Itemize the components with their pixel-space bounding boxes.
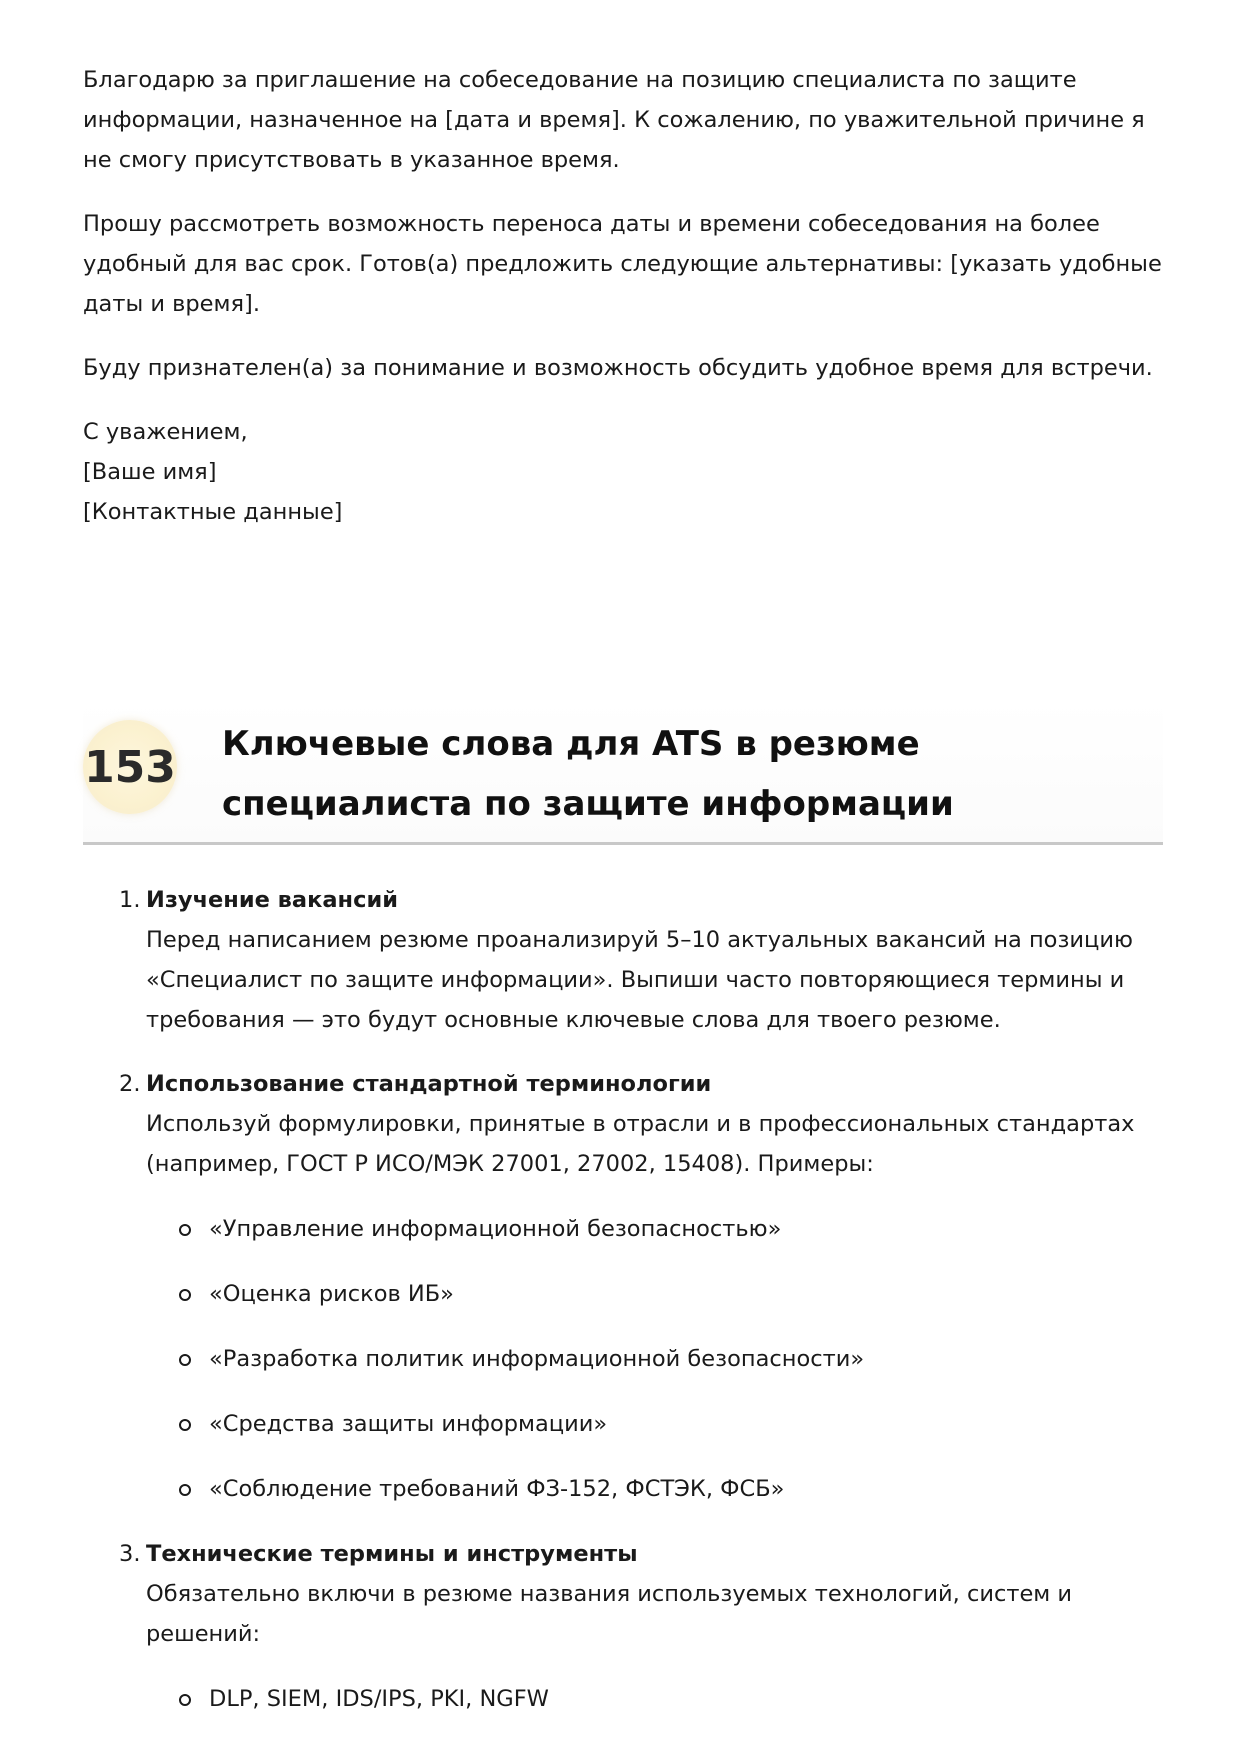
- sub-list-item-text: «Средства защиты информации»: [209, 1411, 608, 1437]
- signature-block: [83, 412, 1163, 532]
- sub-list-item: [146, 1274, 1183, 1314]
- sub-list-item: [146, 1339, 1183, 1379]
- circle-bullet-icon: [179, 1354, 191, 1366]
- list-item-title: Использование стандартной терминологии: [146, 1071, 712, 1097]
- sub-list-item: [146, 1209, 1183, 1249]
- signature-name: [Ваше имя]: [83, 459, 217, 485]
- list-item-text: Обязательно включи в резюме названия используемых технологий, систем и решений:: [146, 1581, 1073, 1647]
- sub-list-item-text: «Соблюдение требований ФЗ-152, ФСТЭК, ФСБ»: [209, 1476, 785, 1502]
- circle-bullet-icon: [179, 1694, 191, 1706]
- list-item-title: Технические термины и инструменты: [146, 1541, 638, 1567]
- circle-bullet-icon: [179, 1289, 191, 1301]
- list-item-text: Используй формулировки, принятые в отрасли и в профессиональных стандартах (например, ГОСТ Р ИСО/МЭК 27001, 27002, 15408). Примеры:: [146, 1111, 1135, 1177]
- list-item-number: 1.: [119, 887, 141, 913]
- letter-body: [83, 60, 1163, 532]
- circle-bullet-icon: [179, 1419, 191, 1431]
- list-item-number: 2.: [119, 1071, 141, 1097]
- section-number-badge: 153: [83, 720, 177, 814]
- letter-paragraph: Буду признателен(а) за понимание и возможность обсудить удобное время для встречи.: [83, 355, 1153, 381]
- list-item-number: 3.: [119, 1541, 141, 1567]
- signature-contacts: [Контактные данные]: [83, 499, 343, 525]
- list-item-text: Перед написанием резюме проанализируй 5–10 актуальных вакансий на позицию «Специалист по защите информации». Выпиши часто повторяющиеся термины и требования — это будут основные ключевые слова для твоего резюме.: [146, 927, 1133, 1033]
- numbered-list: [83, 880, 1183, 1744]
- list-item: [83, 880, 1183, 1040]
- sub-list-item: [146, 1469, 1183, 1509]
- sub-list: [146, 1209, 1183, 1509]
- list-item: [83, 1064, 1183, 1509]
- section-header: [83, 700, 1163, 845]
- sub-list-item-text: «Разработка политик информационной безопасности»: [209, 1346, 865, 1372]
- circle-bullet-icon: [179, 1484, 191, 1496]
- letter-paragraph: Благодарю за приглашение на собеседование на позицию специалиста по защите информации, назначенное на [дата и время]. К сожалению, по уважительной причине я не смогу присутствовать в указанное время.: [83, 67, 1145, 173]
- sub-list-item-text: DLP, SIEM, IDS/IPS, PKI, NGFW: [209, 1686, 549, 1712]
- sub-list-item: [146, 1404, 1183, 1444]
- circle-bullet-icon: [179, 1224, 191, 1236]
- sub-list-item-text: «Управление информационной безопасностью»: [209, 1216, 782, 1242]
- section-title: Ключевые слова для ATS в резюме специалиста по защите информации: [222, 724, 954, 824]
- signature-closing: С уважением,: [83, 419, 248, 445]
- sub-list-item-text: «Оценка рисков ИБ»: [209, 1281, 454, 1307]
- letter-paragraph: Прошу рассмотреть возможность переноса даты и времени собеседования на более удобный для вас срок. Готов(а) предложить следующие альтернативы: [указать удобные даты и время].: [83, 211, 1162, 317]
- sub-list-item: [146, 1679, 1183, 1719]
- sub-list: [146, 1679, 1183, 1719]
- list-item-title: Изучение вакансий: [146, 887, 398, 913]
- list-item: [83, 1534, 1183, 1719]
